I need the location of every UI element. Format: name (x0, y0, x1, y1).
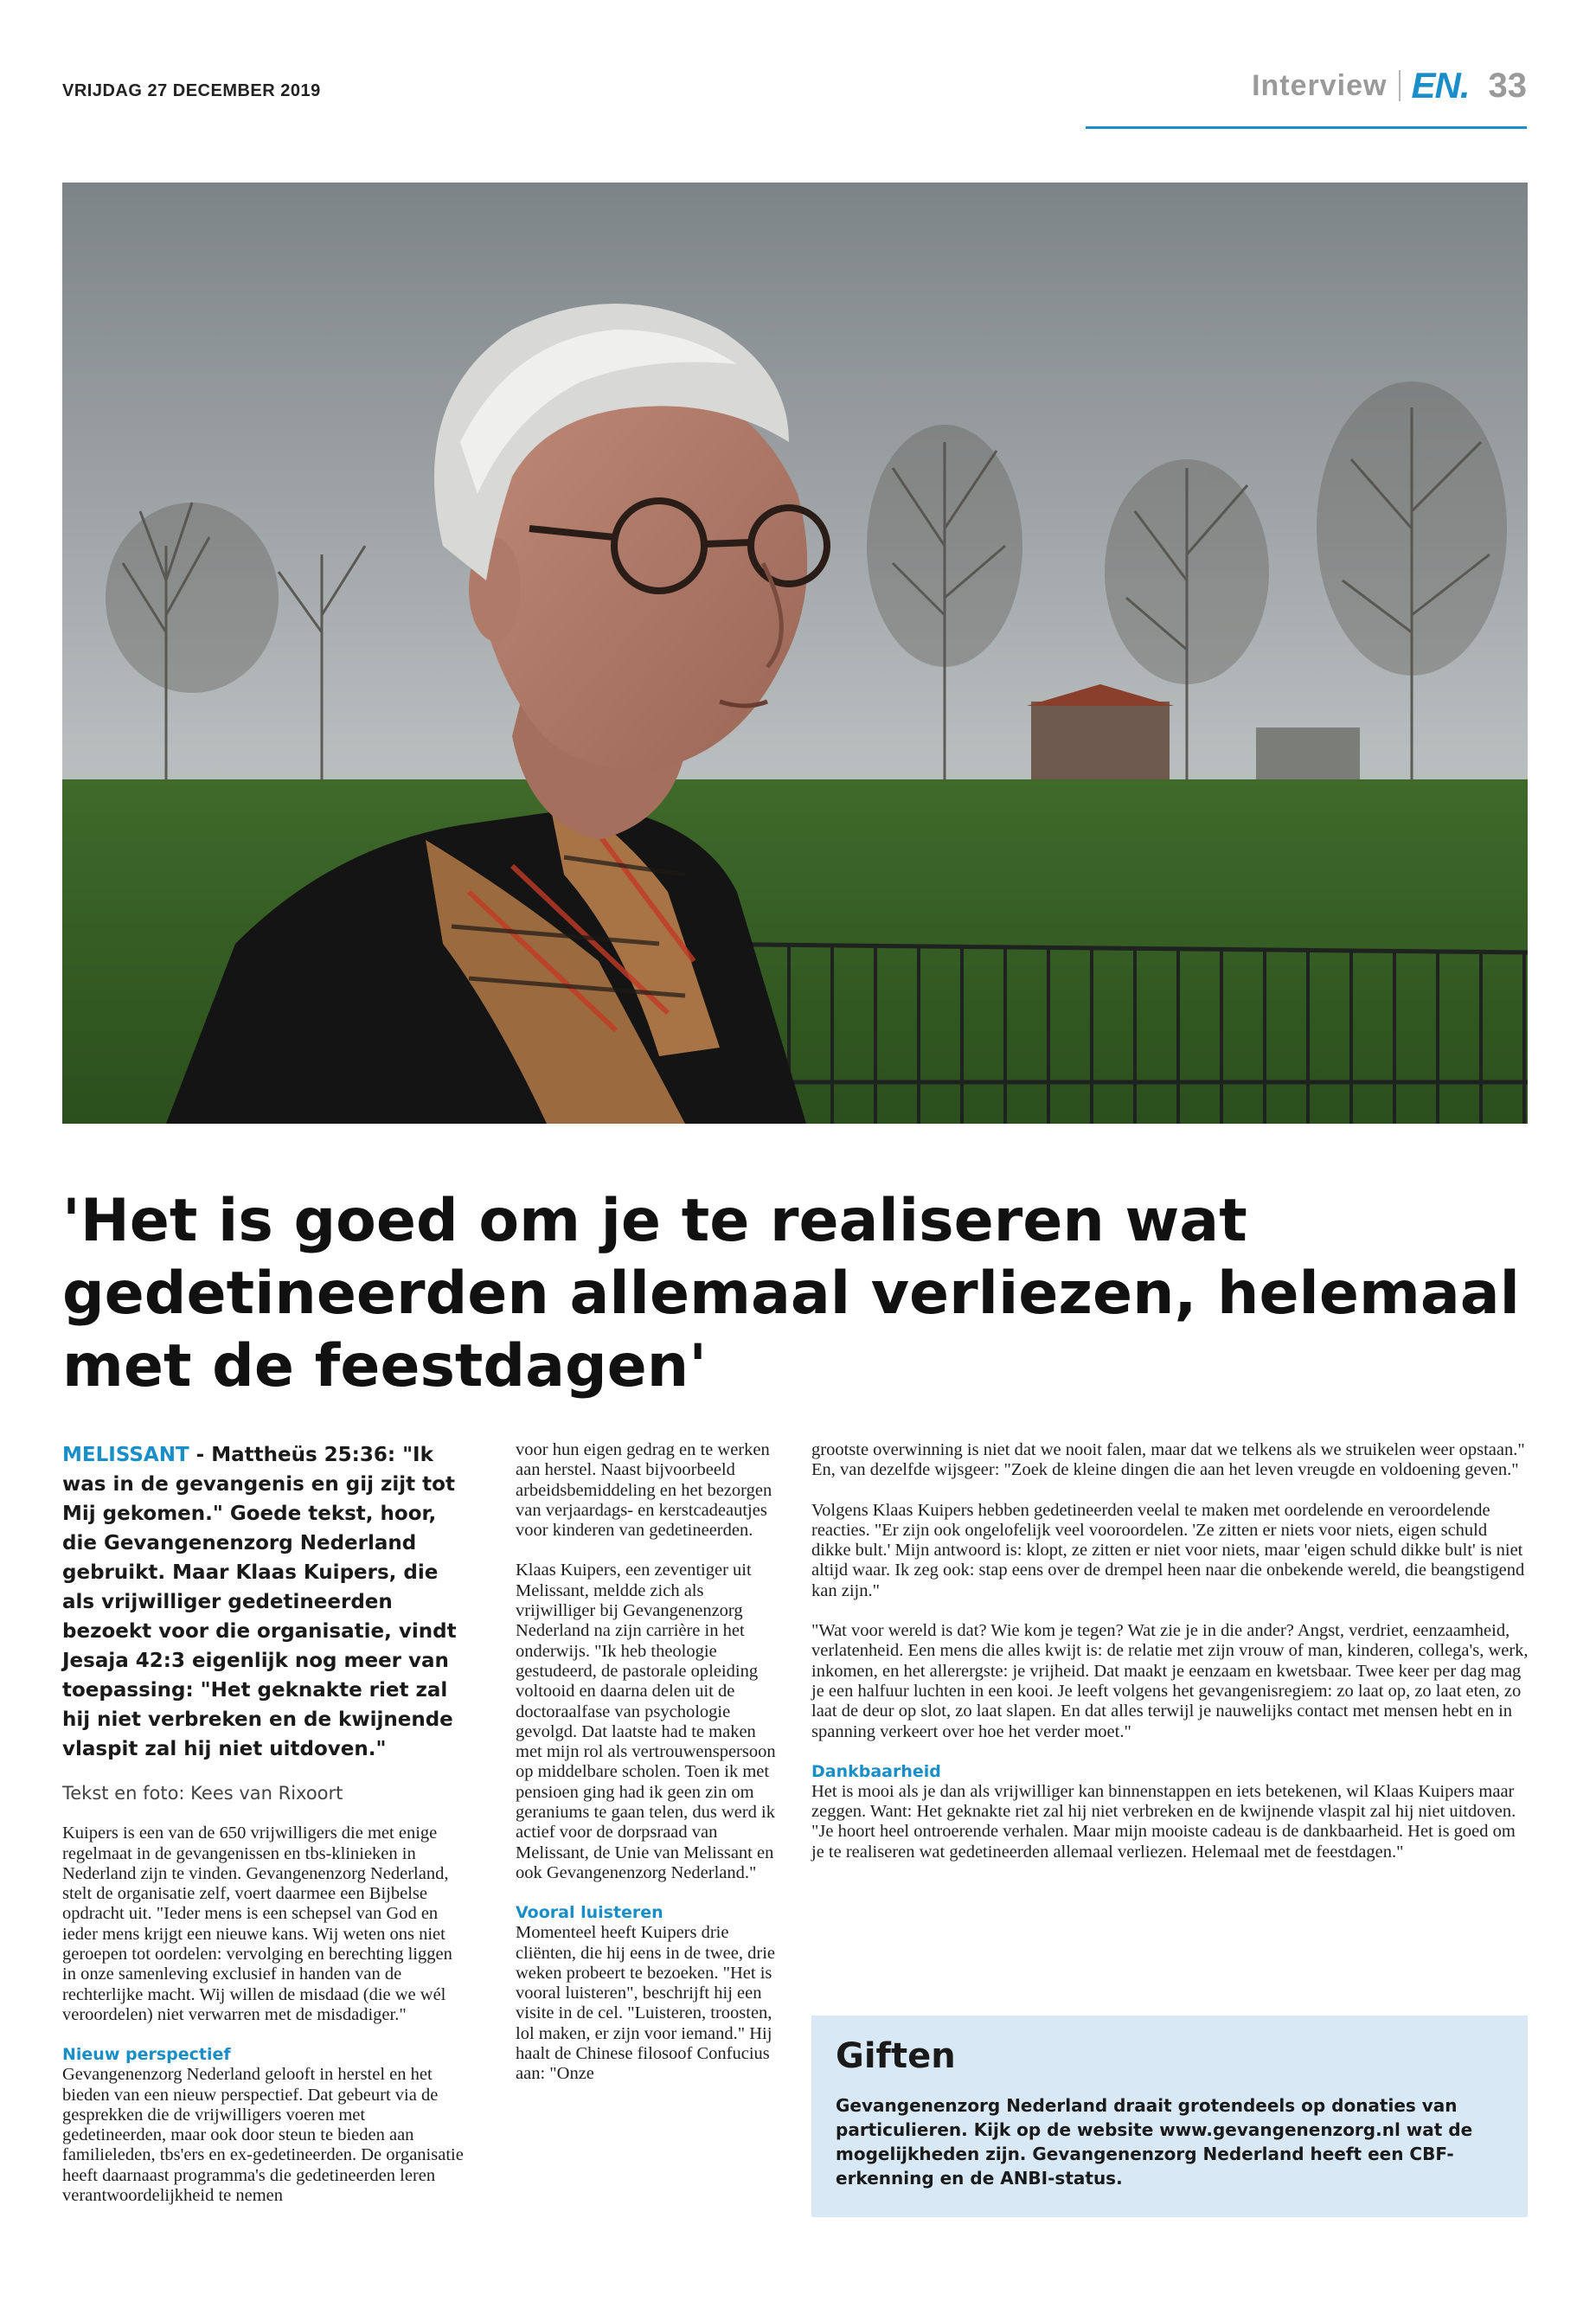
article-column-2 (516, 1440, 784, 2085)
article-column-1 (62, 1440, 469, 2206)
publication-logo: EN. (1411, 65, 1470, 106)
header-divider (1399, 70, 1401, 101)
paragraph: Gevangenenzorg Nederland gelooft in herstel en het bieden van een nieuw perspectief. Dat gebeurt via de gesprekken die de vrijwilligers voeren met gedetineerden, maar ook door steun te bieden aan familieleden, tbs'ers en ex-gedetineerden. De organisatie heeft daarnaast programma's die gedetineerden leren verantwoordelijkheid te nemen (62, 2065, 464, 2206)
header-rule (1086, 126, 1527, 129)
paragraph: grootste overwinning is niet dat we nooit falen, maar dat we telkens als we struikelen weer opstaan." En, van dezelfde wijsgeer: "Zoek de kleine dingen die aan het leven vreugde en voldoening geven." (811, 1440, 1525, 1480)
giften-title: Giften (836, 2036, 956, 2076)
paragraph: voor hun eigen gedrag en te werken aan herstel. Naast bijvoorbeeld arbeidsbemiddeling en het bezorgen van verjaardags- en kerstcadeautjes voor kinderen van gedetineerden. (516, 1440, 772, 1541)
article-intro (62, 1440, 469, 1764)
section-label: Interview (1252, 68, 1388, 102)
subheading: Nieuw perspectief (62, 2045, 231, 2065)
paragraph: "Wat voor wereld is dat? Wie kom je tegen? Wat zie je in die ander? Angst, verdriet, eenzaamheid, verlatenheid. Een mens die alles kwijt is: de relatie met zijn vrouw of man, kinderen, collega's, werk, inkomen, en het allerergste: je vrijheid. Dat maakt je eenzaam en kwetsbaar. Twee keer per dag mag je een halfuur luchten in een kooi. Je leeft volgens het gevangenisregiem: zo laat op, zo laat eten, zo laat de deur op slot, zo laat slapen. En dat alles terwijl je nauwelijks contact met mensen hebt en in spanning verkeert over hoe het verder moet." (811, 1621, 1529, 1741)
subheading: Vooral luisteren (516, 1903, 663, 1923)
portrait-photo-icon (62, 183, 1528, 1124)
byline: Tekst en foto: Kees van Rixoort (62, 1783, 343, 1804)
page-header (1252, 64, 1527, 107)
article-column-3 (811, 1440, 1529, 1862)
paragraph: Volgens Klaas Kuipers hebben gedetineerden veelal te maken met oordelende en veroordelende reacties. "Er zijn ook ongelofelijk veel vooroordelen. 'Ze zitten er niets voor niets, eigen schuld dikke bult.' Mijn antwoord is: klopt, ze zitten er niet voor niets, maar 'eigen schuld dikke bult' is niet altijd waar. Ik zeg ook: stap eens over de drempel heen naar die onbekende wereld, die beangstigend kan zijn." (811, 1500, 1525, 1600)
paragraph: Het is mooi als je dan als vrijwilliger kan binnenstappen en iets betekenen, wil Klaas Kuipers maar zeggen. Want: Het geknakte riet zal hij niet verbreken en de kwijnende vlaspit zal hij niet uitdoven. "Je hoort heel ontroerende verhalen. Maar mijn mooiste cadeau is de dankbaarheid. Het is goed om je te realiseren wat gedetineerden allemaal verliezen. Helemaal met de feestdagen." (811, 1781, 1516, 1862)
article-photo (62, 183, 1528, 1124)
article-headline: 'Het is goed om je te realiseren wat gedetineerden allemaal verliezen, helemaal met de feestdagen' (62, 1187, 1520, 1400)
issue-date: VRIJDAG 27 DECEMBER 2019 (62, 81, 321, 100)
paragraph: Kuipers is een van de 650 vrijwilligers die met enige regelmaat in de gevangenissen en tbs-klinieken in Nederland zijn te vinden. Gevangenenzorg Nederland, stelt de organisatie zelf, voert daarmee een Bijbelse opdracht uit. "Ieder mens is een schepsel van God en ieder mens krijgt een nieuwe kans. Wij weten ons niet geroepen tot oordelen: vervolging en berechting liggen in onze samenleving exclusief in handen van de rechterlijke macht. Wij willen de misdaad (die we wél veroordelen) niet verwarren met de misdadiger." (62, 1823, 452, 2024)
giften-text: Gevangenenzorg Nederland draait grotendeels op donaties van particulieren. Kijk op de website www.gevangenenzorg.nl wat de mogelijkheden zijn. Gevangenenzorg Nederland heeft een CBF-erkenning en de ANBI-status. (836, 2095, 1473, 2189)
intro-text: - Mattheüs 25:36: "Ik was in de gevangenis en gij zijt tot Mij gekomen." Goede tekst, hoor, die Gevangenenzorg Nederland gebruikt. Maar Klaas Kuipers, die als vrijwilliger gedetineerden bezoekt voor die organisatie, vindt Jesaja 42:3 eigenlijk nog meer van toepassing: "Het geknakte riet zal hij niet verbreken en de kwijnende vlaspit zal hij niet uitdoven." (62, 1444, 457, 1760)
page-number: 33 (1488, 66, 1527, 105)
giften-info-box (811, 2016, 1528, 2217)
paragraph: Klaas Kuipers, een zeventiger uit Melissant, meldde zich als vrijwilliger bij Gevangenenzorg Nederland na zijn carrière in het onderwijs. "Ik heb theologie gestudeerd, de pastorale opleiding voltooid en daarna delen uit de doctoraalfase van psychologie gevolgd. Dat laatste had te maken met mijn rol als vertrouwenspersoon op middelbare scholen. Toen ik met pensioen ging had ik geen zin om geraniums te gaan telen, dus werd ik actief voor de dorpsraad van Melissant, de Unie van Melissant en ook Gevangenenzorg Nederland." (516, 1561, 776, 1882)
paragraph: Momenteel heeft Kuipers drie cliënten, die hij eens in de twee, drie weken probeert te bezoeken. "Het is vooral luisteren", beschrijft hij een visite in de cel. "Luisteren, troosten, lol maken, er zijn voor iemand." Hij haalt de Chinese filosoof Confucius aan: "Onze (516, 1923, 775, 2084)
subheading: Dankbaarheid (811, 1761, 941, 1781)
dateline: MELISSANT (62, 1444, 189, 1466)
